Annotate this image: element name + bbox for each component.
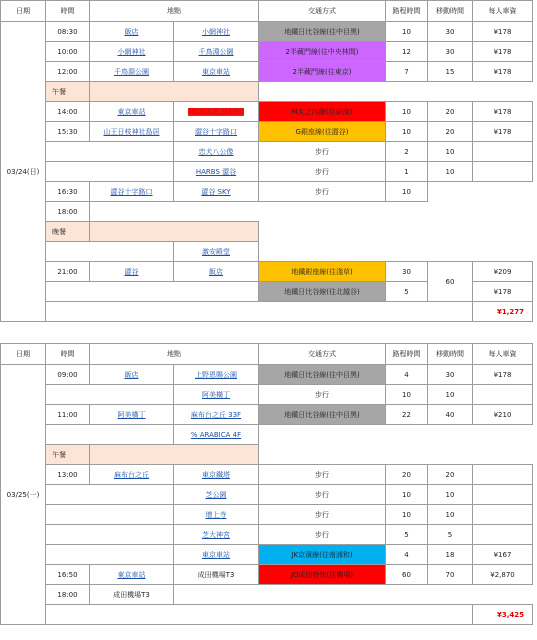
transport-cell: 步行 (259, 505, 386, 525)
table-row: HARBS 澀谷 步行 1 10 (1, 162, 533, 182)
place-link[interactable]: 東京鐵塔 (202, 470, 230, 479)
place-link[interactable]: 芝公園 (205, 490, 227, 499)
table-row: 16:30 澀谷十字路口 澀谷 SKY 步行 10 (1, 182, 533, 202)
day-total: ¥3,425 (473, 605, 533, 625)
transport-cell: 地鐵日比谷線(往中目黑) (259, 22, 386, 42)
header-move: 移動時間 (428, 344, 473, 365)
header-distance: 路程時間 (386, 1, 428, 22)
table-row: 21:00 澀谷 飯店 地鐵銀座線(往淺草) 30 60 ¥209 (1, 262, 533, 282)
header-date: 日期 (1, 1, 46, 22)
place-link[interactable]: 澀谷十字路口 (195, 127, 237, 136)
place-link[interactable]: 飯店 (124, 370, 139, 379)
place-link[interactable]: 飯店 (124, 27, 139, 36)
meal-row (1, 82, 533, 102)
place-link[interactable]: % ARABICA 4F (190, 430, 242, 439)
transport-cell: JK京濱線(往南浦和) (259, 545, 386, 565)
meal-lunch: 午餐 (46, 445, 90, 465)
header-move: 移動時間 (428, 1, 473, 22)
place-link[interactable]: 小網神社 (117, 47, 146, 56)
place-link[interactable]: 阿美橫丁 (202, 390, 230, 399)
table-row (1, 425, 533, 445)
place-link[interactable]: 東京車站 (202, 550, 230, 559)
header-transport: 交通方式 (259, 1, 386, 22)
place-link[interactable]: 山王日枝神社島居 (103, 127, 160, 136)
table-row: 東京車站 JK京濱線(往南浦和) 4 18 ¥167 (1, 545, 533, 565)
table-row: 10:00 小網神社 千鳥淵公園 2半藏門線(往中央林間) 12 30 ¥178 (1, 42, 533, 62)
transport-cell: 步行 (259, 182, 386, 202)
meal-row (1, 222, 533, 242)
header-row (1, 1, 533, 22)
place-link[interactable]: 芝大神宮 (202, 530, 230, 539)
table-row: 12:00 千鳥淵公園 東京車站 2半藏門線(往東京) 7 15 ¥178 (1, 62, 533, 82)
transport-cell: 2半藏門線(往東京) (259, 62, 386, 82)
day-date: 03/25(一) (1, 365, 46, 625)
table-row: 18:00 (1, 202, 533, 222)
table-row: 03/24(日) 08:30 飯店 小網神社 地鐵日比谷線(往中目黑) 10 30 ¥178 (1, 22, 533, 42)
table-row: 16:50 東京車站 成田機場T3 JO成田特快(往機場) 60 70 ¥2,870 (1, 565, 533, 585)
transport-cell: 步行 (259, 162, 386, 182)
transport-cell: 地鐵日比谷線(往中目黑) (259, 365, 386, 385)
place-link[interactable]: 飯店 (209, 267, 223, 276)
table-row: 13:00 麻布台之丘 東京鐵塔 步行 20 20 (1, 465, 533, 485)
table-row: 忠犬八公像 步行 2 10 (1, 142, 533, 162)
transport-cell: 步行 (259, 385, 386, 405)
header-transport: 交通方式 (259, 344, 386, 365)
place-link[interactable]: 阿美橫丁 (117, 410, 146, 419)
place-link[interactable]: 麻布台之丘 (114, 470, 149, 479)
day-date: 03/24(日) (1, 22, 46, 322)
table-row: 11:00 阿美橫丁 麻布台之丘 33F 地鐵日比谷線(往中目黑) 22 40 ¥210 (1, 405, 533, 425)
transport-cell: M丸之內線(往荻窪) (259, 102, 386, 122)
place-link[interactable]: 增上寺 (205, 510, 227, 519)
transport-cell: 步行 (259, 142, 386, 162)
header-date: 日期 (1, 344, 46, 365)
day-total: ¥1,277 (473, 302, 533, 322)
header-row (1, 344, 533, 365)
place-link[interactable]: 上野恩賜公園 (195, 370, 237, 379)
table-row: 14:00 東京車站 山王日枝神社島居 M丸之內線(往荻窪) 10 20 ¥178 (1, 102, 533, 122)
transport-cell: G銀座線(往澀谷) (259, 122, 386, 142)
place-link[interactable]: 千鳥淵公園 (198, 47, 234, 56)
table-row (1, 242, 533, 262)
meal-dinner: 晚餐 (46, 222, 90, 242)
transport-cell: 地鐵日比谷線(往北越谷) (259, 282, 386, 302)
header-time: 時間 (46, 344, 90, 365)
table-row: 03/25(一) 09:00 飯店 上野恩賜公園 地鐵日比谷線(往中目黑) 4 30 ¥178 (1, 365, 533, 385)
table-row: 芝公園 步行 10 10 (1, 485, 533, 505)
header-fare: 每人車資 (473, 344, 533, 365)
table-row: 15:30 山王日枝神社島居 澀谷十字路口 G銀座線(往澀谷) 10 20 ¥178 (1, 122, 533, 142)
place-link[interactable]: 澀谷 SKY (201, 187, 231, 196)
place-link[interactable]: 麻布台之丘 33F (190, 410, 242, 419)
transport-cell: 步行 (259, 525, 386, 545)
place-link[interactable]: 澀谷十字路口 (110, 187, 153, 196)
place-link[interactable]: 東京車站 (202, 67, 230, 76)
place-link[interactable]: 東京車站 (117, 107, 146, 116)
place-link[interactable]: 山王日枝神社島居 (188, 107, 244, 116)
header-distance: 路程時間 (386, 344, 428, 365)
meal-row (1, 445, 533, 465)
header-fare: 每人車資 (473, 1, 533, 22)
transport-cell: 步行 (259, 485, 386, 505)
table-row: 阿美橫丁 步行 10 10 (1, 385, 533, 405)
table-row: 增上寺 步行 10 10 (1, 505, 533, 525)
table-row: 芝大神宮 步行 5 5 (1, 525, 533, 545)
place-link[interactable]: 東京車站 (117, 570, 146, 579)
table-row: 18:00 成田機場T3 (1, 585, 533, 605)
transport-cell: 地鐵銀座線(往淺草) (259, 262, 386, 282)
place-link[interactable]: 澀谷 (124, 267, 139, 276)
place-link[interactable]: 千鳥淵公園 (114, 67, 149, 76)
transport-cell: 2半藏門線(往中央林間) (259, 42, 386, 62)
transport-cell: 地鐵日比谷線(往中目黑) (259, 405, 386, 425)
transport-cell: 步行 (259, 465, 386, 485)
header-place: 地點 (90, 344, 259, 365)
header-time: 時間 (46, 1, 90, 22)
place-link[interactable]: 激安殿堂 (202, 247, 230, 256)
place-link[interactable]: 忠犬八公像 (198, 147, 234, 156)
move-merged: 60 (428, 262, 473, 302)
total-row (1, 605, 533, 625)
place-text: 成田機場T3 (174, 565, 259, 585)
total-row (1, 302, 533, 322)
transport-cell: JO成田特快(往機場) (259, 565, 386, 585)
header-place: 地點 (90, 1, 259, 22)
meal-lunch: 午餐 (46, 82, 90, 102)
place-link[interactable]: 小網神社 (202, 27, 230, 36)
place-text: 成田機場T3 (90, 585, 174, 605)
place-link[interactable]: HARBS 澀谷 (195, 167, 237, 176)
table-row: 地鐵日比谷線(往北越谷) 5 ¥178 (1, 282, 533, 302)
